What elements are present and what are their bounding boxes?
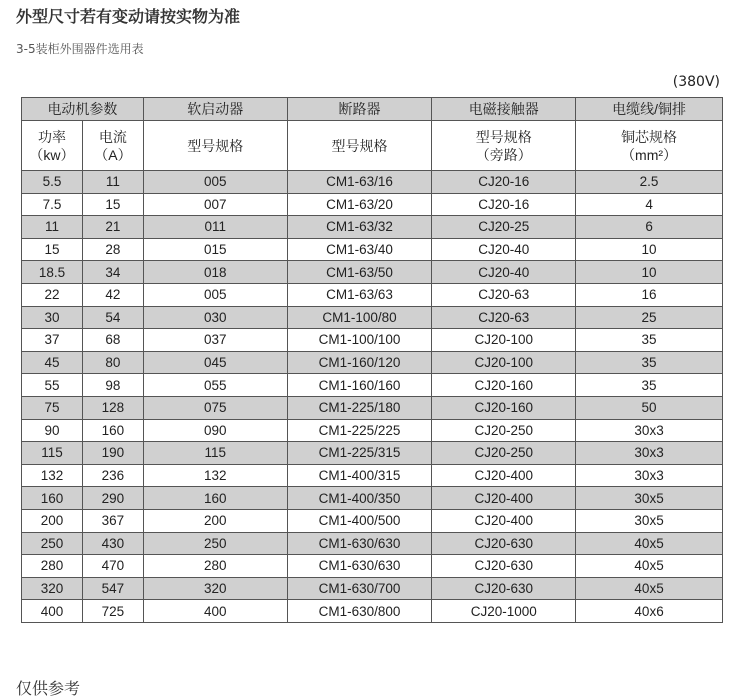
cell-breaker: CM1-400/315 xyxy=(287,464,432,487)
cell-contactor: CJ20-63 xyxy=(432,306,576,329)
sub-header-row xyxy=(22,121,723,171)
cell-current: 80 xyxy=(82,351,143,374)
header-breaker: 断路器 xyxy=(287,98,432,121)
cell-cable: 10 xyxy=(576,261,723,284)
cell-power: 160 xyxy=(22,487,83,510)
cell-breaker: CM1-63/40 xyxy=(287,238,432,261)
cell-soft: 030 xyxy=(143,306,287,329)
cell-current: 68 xyxy=(82,329,143,352)
cell-current: 430 xyxy=(82,532,143,555)
cell-breaker: CM1-100/80 xyxy=(287,306,432,329)
cell-soft: 132 xyxy=(143,464,287,487)
cell-soft: 250 xyxy=(143,532,287,555)
cell-contactor: CJ20-16 xyxy=(432,193,576,216)
cell-cable: 30x5 xyxy=(576,509,723,532)
table-row xyxy=(22,464,723,487)
cell-breaker: CM1-225/315 xyxy=(287,442,432,465)
cell-cable: 6 xyxy=(576,216,723,239)
cell-soft: 011 xyxy=(143,216,287,239)
table-caption: 3-5装柜外围器件选用表 xyxy=(16,42,144,56)
table-row xyxy=(22,193,723,216)
cell-current: 15 xyxy=(82,193,143,216)
cell-power: 250 xyxy=(22,532,83,555)
component-selection-table xyxy=(21,97,723,623)
cell-contactor: CJ20-630 xyxy=(432,577,576,600)
cell-breaker: CM1-225/225 xyxy=(287,419,432,442)
table-row xyxy=(22,216,723,239)
cell-cable: 30x3 xyxy=(576,419,723,442)
cell-contactor: CJ20-250 xyxy=(432,442,576,465)
cell-cable: 30x3 xyxy=(576,442,723,465)
cell-breaker: CM1-63/20 xyxy=(287,193,432,216)
cell-cable: 50 xyxy=(576,396,723,419)
header-soft-starter: 软启动器 xyxy=(143,98,287,121)
cell-contactor: CJ20-160 xyxy=(432,374,576,397)
header-contactor: 电磁接触器 xyxy=(432,98,576,121)
table-row xyxy=(22,442,723,465)
cell-cable: 2.5 xyxy=(576,171,723,194)
table-row xyxy=(22,577,723,600)
table-body xyxy=(22,171,723,623)
cell-contactor: CJ20-1000 xyxy=(432,600,576,623)
cell-soft: 160 xyxy=(143,487,287,510)
subheader-current: 电流 （A） xyxy=(82,121,143,171)
cell-contactor: CJ20-400 xyxy=(432,464,576,487)
cell-cable: 30x5 xyxy=(576,487,723,510)
cell-power: 280 xyxy=(22,555,83,578)
cell-current: 190 xyxy=(82,442,143,465)
cell-power: 55 xyxy=(22,374,83,397)
cell-current: 236 xyxy=(82,464,143,487)
cell-cable: 40x5 xyxy=(576,532,723,555)
cell-power: 22 xyxy=(22,283,83,306)
table-row xyxy=(22,487,723,510)
cell-power: 132 xyxy=(22,464,83,487)
cell-cable: 35 xyxy=(576,351,723,374)
cell-current: 290 xyxy=(82,487,143,510)
cell-power: 75 xyxy=(22,396,83,419)
cell-soft: 037 xyxy=(143,329,287,352)
cell-breaker: CM1-630/630 xyxy=(287,532,432,555)
cell-contactor: CJ20-630 xyxy=(432,532,576,555)
cell-cable: 35 xyxy=(576,329,723,352)
cell-soft: 045 xyxy=(143,351,287,374)
subheader-breaker-model: 型号规格 xyxy=(287,121,432,171)
cell-breaker: CM1-630/800 xyxy=(287,600,432,623)
subheader-contactor-model: 型号规格 （旁路） xyxy=(432,121,576,171)
cell-contactor: CJ20-160 xyxy=(432,396,576,419)
subheader-cable-spec: 铜芯规格 （mm²） xyxy=(576,121,723,171)
subheader-power: 功率 （kw） xyxy=(22,121,83,171)
group-header-row xyxy=(22,98,723,121)
cell-breaker: CM1-400/500 xyxy=(287,509,432,532)
table-row xyxy=(22,306,723,329)
table-row xyxy=(22,396,723,419)
cell-contactor: CJ20-40 xyxy=(432,261,576,284)
cell-breaker: CM1-63/16 xyxy=(287,171,432,194)
cell-current: 34 xyxy=(82,261,143,284)
cell-soft: 018 xyxy=(143,261,287,284)
cell-soft: 115 xyxy=(143,442,287,465)
cell-current: 470 xyxy=(82,555,143,578)
cell-cable: 30x3 xyxy=(576,464,723,487)
table-row xyxy=(22,532,723,555)
cell-soft: 200 xyxy=(143,509,287,532)
cell-power: 5.5 xyxy=(22,171,83,194)
table-row xyxy=(22,283,723,306)
table-row xyxy=(22,374,723,397)
cell-contactor: CJ20-100 xyxy=(432,351,576,374)
cell-cable: 40x5 xyxy=(576,577,723,600)
cell-contactor: CJ20-400 xyxy=(432,487,576,510)
cell-contactor: CJ20-25 xyxy=(432,216,576,239)
cell-breaker: CM1-160/160 xyxy=(287,374,432,397)
cell-soft: 280 xyxy=(143,555,287,578)
cell-breaker: CM1-630/630 xyxy=(287,555,432,578)
cell-soft: 090 xyxy=(143,419,287,442)
table-row xyxy=(22,238,723,261)
cell-soft: 320 xyxy=(143,577,287,600)
cell-cable: 4 xyxy=(576,193,723,216)
cell-cable: 40x6 xyxy=(576,600,723,623)
cell-contactor: CJ20-630 xyxy=(432,555,576,578)
cell-contactor: CJ20-63 xyxy=(432,283,576,306)
cell-soft: 005 xyxy=(143,171,287,194)
cell-soft: 007 xyxy=(143,193,287,216)
cell-breaker: CM1-630/700 xyxy=(287,577,432,600)
cell-current: 11 xyxy=(82,171,143,194)
subheader-soft-model: 型号规格 xyxy=(143,121,287,171)
cell-contactor: CJ20-250 xyxy=(432,419,576,442)
table-row xyxy=(22,509,723,532)
cell-current: 28 xyxy=(82,238,143,261)
cell-power: 30 xyxy=(22,306,83,329)
page-title: 外型尺寸若有变动请按实物为准 xyxy=(16,7,241,26)
cell-current: 21 xyxy=(82,216,143,239)
cell-cable: 40x5 xyxy=(576,555,723,578)
header-motor-params: 电动机参数 xyxy=(22,98,144,121)
cell-power: 11 xyxy=(22,216,83,239)
cell-power: 45 xyxy=(22,351,83,374)
cell-breaker: CM1-63/32 xyxy=(287,216,432,239)
cell-current: 160 xyxy=(82,419,143,442)
cell-soft: 015 xyxy=(143,238,287,261)
header-cable: 电缆线/铜排 xyxy=(576,98,723,121)
cell-power: 115 xyxy=(22,442,83,465)
cell-current: 725 xyxy=(82,600,143,623)
cell-power: 18.5 xyxy=(22,261,83,284)
table-row xyxy=(22,600,723,623)
cell-breaker: CM1-63/50 xyxy=(287,261,432,284)
cell-contactor: CJ20-40 xyxy=(432,238,576,261)
cell-cable: 10 xyxy=(576,238,723,261)
cell-soft: 400 xyxy=(143,600,287,623)
cell-power: 200 xyxy=(22,509,83,532)
cell-soft: 005 xyxy=(143,283,287,306)
cell-current: 547 xyxy=(82,577,143,600)
cell-power: 7.5 xyxy=(22,193,83,216)
cell-breaker: CM1-63/63 xyxy=(287,283,432,306)
voltage-note: (380V) xyxy=(672,74,720,90)
cell-breaker: CM1-400/350 xyxy=(287,487,432,510)
cell-cable: 35 xyxy=(576,374,723,397)
cell-current: 367 xyxy=(82,509,143,532)
table-row xyxy=(22,351,723,374)
cell-breaker: CM1-160/120 xyxy=(287,351,432,374)
cell-soft: 075 xyxy=(143,396,287,419)
cell-breaker: CM1-100/100 xyxy=(287,329,432,352)
cell-soft: 055 xyxy=(143,374,287,397)
cell-power: 400 xyxy=(22,600,83,623)
cell-contactor: CJ20-100 xyxy=(432,329,576,352)
footer-note: 仅供参考 xyxy=(16,679,81,698)
cell-current: 128 xyxy=(82,396,143,419)
cell-power: 15 xyxy=(22,238,83,261)
table-row xyxy=(22,329,723,352)
cell-current: 98 xyxy=(82,374,143,397)
table-row xyxy=(22,261,723,284)
cell-cable: 25 xyxy=(576,306,723,329)
table-row xyxy=(22,555,723,578)
cell-contactor: CJ20-16 xyxy=(432,171,576,194)
table-row xyxy=(22,171,723,194)
cell-cable: 16 xyxy=(576,283,723,306)
cell-contactor: CJ20-400 xyxy=(432,509,576,532)
cell-current: 54 xyxy=(82,306,143,329)
cell-power: 90 xyxy=(22,419,83,442)
cell-breaker: CM1-225/180 xyxy=(287,396,432,419)
table-row xyxy=(22,419,723,442)
cell-power: 320 xyxy=(22,577,83,600)
cell-current: 42 xyxy=(82,283,143,306)
cell-power: 37 xyxy=(22,329,83,352)
